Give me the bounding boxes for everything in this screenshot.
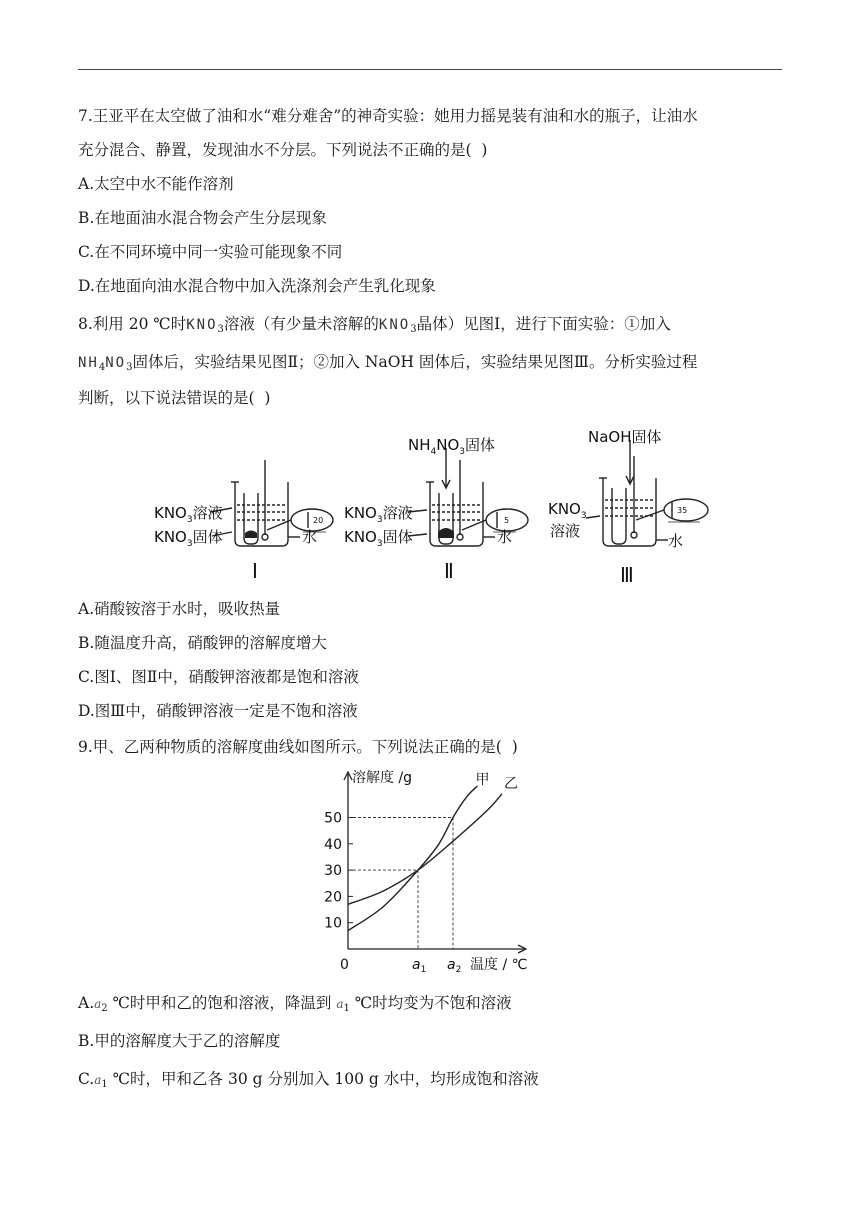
- q7-option-c: C.在不同环境中同一实验可能现象不同: [78, 243, 343, 261]
- q9-option-c: $C.a_1$ ℃时，甲和乙各 30 g 分别加入 100 g 水中，均形成饱和溶液: [78, 1070, 539, 1090]
- q7-option-a: A.太空中水不能作溶剂: [78, 175, 234, 193]
- y-tick-label: 40: [324, 836, 342, 853]
- p2-water-label: 水: [497, 528, 513, 546]
- test-tube-3-icon: [612, 488, 626, 544]
- p3-solution-label-b: 溶液: [550, 522, 581, 540]
- q7-stem-line2: 充分混合、静置，发现油水不分层。下列说法不正确的是( ): [78, 141, 488, 159]
- x-axis-label: 温度 / ℃: [470, 957, 528, 973]
- x-tick-sub: 1: [420, 965, 427, 975]
- x-tick-label: [447, 957, 461, 975]
- p3-solution-label: $KNO_3$: [548, 500, 587, 521]
- q7-stem-line1: 7.王亚平在太空做了油和水“难分难舍”的神奇实验：她用力摇晃装有油和水的瓶子，让油水: [78, 107, 698, 125]
- p2-thermo-reading: 5: [504, 516, 510, 525]
- p1-numeral: Ⅰ: [252, 559, 258, 583]
- p1-water-label: 水: [302, 528, 318, 546]
- origin-label: 0: [340, 957, 349, 973]
- series-curve-jia: [348, 786, 478, 931]
- q9-stem: 9.甲、乙两种物质的溶解度曲线如图所示。下列说法正确的是( ): [78, 738, 518, 756]
- series-label-yi: 乙: [504, 775, 518, 792]
- p2-numeral: Ⅱ: [444, 559, 454, 583]
- p2-solution-label: $KNO_3$溶液: [344, 504, 413, 525]
- q7-option-d: D.在地面向油水混合物中加入洗涤剂会产生乳化现象: [78, 277, 436, 295]
- y-tick-label: 20: [324, 889, 342, 906]
- q9-option-b: B.甲的溶解度大于乙的溶解度: [78, 1032, 281, 1050]
- q8-option-d: D.图Ⅲ中，硝酸钾溶液一定是不饱和溶液: [78, 702, 358, 720]
- q8-option-a: A.硝酸铵溶于水时，吸收热量: [78, 600, 281, 618]
- solubility-chart: [312, 764, 544, 976]
- beaker-3-icon: [603, 478, 656, 546]
- p3-added-label: NaOH固体: [588, 428, 662, 446]
- q9-option-a: $A.a_2$ ℃时甲和乙的饱和溶液，降温到 $a_1$ ℃时均变为不饱和溶液: [78, 994, 512, 1014]
- p1-solid-label: $KNO_3$固体: [154, 528, 223, 549]
- q8-option-b: B.随温度升高，硝酸钾的溶解度增大: [78, 634, 327, 652]
- y-tick-label: 50: [324, 810, 342, 827]
- solid-crystal-1: [245, 531, 257, 539]
- y-tick-label: 10: [324, 915, 342, 932]
- y-tick-label: 30: [324, 863, 342, 880]
- p3-numeral: Ⅲ: [620, 563, 634, 587]
- p1-thermo-reading: 20: [313, 516, 324, 525]
- x-tick-var: a: [412, 957, 421, 973]
- p1-solution-label: $KNO_3$溶液: [154, 504, 223, 525]
- x-tick-label: [412, 957, 426, 975]
- header-rule: [78, 69, 782, 70]
- p2-added-label: $NH_4NO_3$固体: [408, 436, 496, 457]
- solid-crystal-2: [438, 528, 454, 538]
- q8-option-c: C.图Ⅰ、图Ⅱ中，硝酸钾溶液都是饱和溶液: [78, 668, 359, 686]
- q7-option-b: B.在地面油水混合物会产生分层现象: [78, 209, 327, 227]
- q8-stem-line3: 判断，以下说法错误的是( ): [78, 389, 271, 407]
- series-label-jia: 甲: [475, 771, 490, 788]
- p3-thermo-reading: 35: [677, 506, 688, 515]
- q8-experiment-figure: [140, 420, 740, 590]
- series-curve-yi: [348, 794, 502, 904]
- p2-solid-label: $KNO_3$固体: [344, 528, 413, 549]
- x-tick-sub: 2: [455, 965, 462, 975]
- y-axis-label: 溶解度 /g: [352, 770, 413, 786]
- p3-water-label: 水: [668, 532, 684, 550]
- q8-stem-line1: 8.利用 20 ℃时$KNO_3$溶液（有少量未溶解的$KNO_3$晶体）见图Ⅰ，进行下面实验：①加入: [78, 315, 671, 335]
- q8-stem-line2: $NH_4NO_3$固体后，实验结果见图Ⅱ；②加入 NaOH 固体后，实验结果见图Ⅲ。分析实验过程: [78, 353, 698, 373]
- x-tick-var: a: [447, 957, 456, 973]
